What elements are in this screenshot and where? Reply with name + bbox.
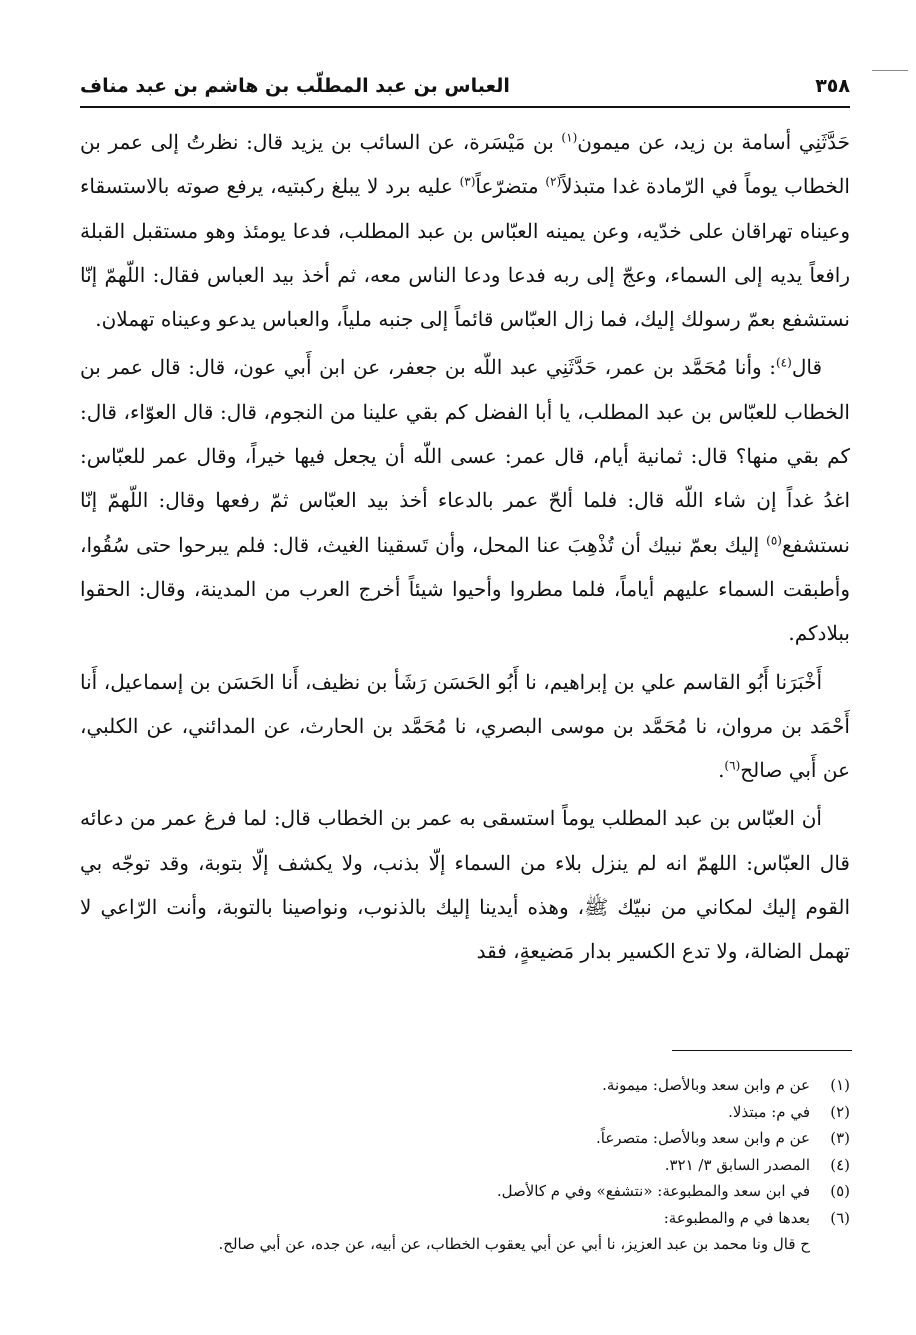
footnote	[80, 1072, 850, 1099]
text-run: .	[718, 758, 725, 783]
paragraph	[80, 796, 850, 973]
footnote-divider	[672, 1050, 852, 1051]
footnote-ref: (١)	[561, 130, 578, 145]
footnote-text: عن م وابن سعد وبالأصل: ميمونة.	[602, 1076, 810, 1094]
text-run: أَخْبَرَنا أَبُو القاسم علي بن إبراهيم، نا أَبُو الحَسَن رَشَأ بن نظيف، أَنا الحَسَن بن إسماعيل، أَنا أَحْمَد بن مروان، نا مُحَمَّد بن موسى البصري، نا مُحَمَّد بن الحارث، عن المدائني، عن الكلبي، عن أَبي صالح	[80, 669, 850, 783]
text-run: : وأنا مُحَمَّد بن عمر، حَدَّثَنِي عبد اللّه بن جعفر، عن ابن أَبي عون، قال: قال عمر بن الخطاب للعبّاس بن عبد المطلب، يا أبا الفضل كم بقي علينا من النجوم، قال: قال العوّاء، قال: كم بقي منها؟ قال: ثمانية أيام، قال عمر: عسى اللّه أن يجعل فيها خيراً، وقال عمر للعبّاس: اغدُ غداً إن شاء اللّه قال: فلما ألحّ عمر بالدعاء أخذ بيد العبّاس ثمّ رفعها وقال: اللّهمّ إنّا نستشفع	[80, 355, 850, 557]
footnote-number: (٣)	[830, 1129, 850, 1147]
paragraph	[80, 660, 850, 793]
footnote-ref: (٦)	[724, 758, 741, 773]
footnote-ref: (٣)	[459, 174, 476, 189]
header-divider	[80, 106, 850, 108]
page-number: ٣٥٨	[815, 75, 850, 97]
footnote	[80, 1099, 850, 1126]
footnote-number: (٥)	[830, 1182, 850, 1200]
text-run: متضرّعاً	[475, 174, 546, 199]
paragraph	[80, 345, 850, 655]
footnotes	[80, 1072, 850, 1258]
footnote-text: بعدها في م والمطبوعة:	[663, 1208, 810, 1227]
main-text	[80, 120, 850, 978]
footnote-ref: (٥)	[766, 533, 782, 548]
text-run: إليك بعمّ نبيك أن تُذْهِبَ عنا المحل، وأن تَسقينا الغيث، قال: فلم يبرحوا حتى سُقُوا، وأطبقت السماء عليهم أياماً، فلما مطروا وأحيوا شيئاً أخرج العرب من المدينة، وقال: الحقوا ببلادكم.	[80, 532, 850, 646]
footnote-text: عن م وابن سعد وبالأصل: متصرعاً.	[595, 1129, 810, 1147]
page-edge-mark	[872, 70, 908, 71]
footnote-number: (٢)	[830, 1102, 850, 1121]
text-run: عليه برد لا يبلغ ركبتيه، يرفع صوته بالاستسقاء وعيناه تهراقان على خدّيه، وعن يمينه العبّاس بن عبد المطلب، فدعا يومئذ وهو مستقبل القبلة رافعاً يديه إلى السماء، وعجّ إلى ربه فدعا ودعا الناس معه، ثم أخذ بيد العباس فقال: اللّهمّ إنّا نستشفع بعمّ رسولك إليك، فما زال العبّاس قائماً إلى جنبه ملياً، والعباس يدعو وعيناه تهملان.	[80, 174, 850, 332]
footnote-text: المصدر السابق ٣/ ٣٢١.	[664, 1155, 810, 1174]
text-run: بن مَيْسَرة، عن السائب بن يزيد قال: نظرتُ إلى عمر بن الخطاب يوماً في الرّمادة غدا متبذلاً	[80, 130, 850, 199]
text-run: حَدَّثَنِي أسامة بن زيد، عن ميمون	[577, 130, 850, 154]
footnote-ref: (٤)	[775, 355, 792, 370]
footnote	[80, 1125, 850, 1152]
footnote-continuation: ح قال ونا محمد بن عبد العزيز، نا أبي عن أبي يعقوب الخطاب، عن أبيه، عن جده، عن أبي صالح.	[218, 1235, 810, 1253]
footnote-ref: (٢)	[545, 174, 562, 189]
text-run: أن العبّاس بن عبد المطلب يوماً استسقى به عمر بن الخطاب قال: لما فرغ عمر من دعائه قال العبّاس: اللهمّ انه لم ينزل بلاء من السماء إلّا بذنب، ولا يكشف إلّا بتوبة، وقد توجّه بي القوم إليك لمكاني من نبيّك ﷺ، وهذه أيدينا إليك بالذنوب، ونواصينا بالتوبة، وأنت الرّاعي لا تهمل الضالة، ولا تدع الكسير بدار مَضيعةٍ، فقد	[80, 806, 850, 964]
footnote	[80, 1178, 850, 1205]
footnote	[80, 1152, 850, 1179]
footnote-text: في م: مبتذلا.	[728, 1102, 810, 1121]
page-header	[80, 68, 850, 104]
footnote-number: (٤)	[830, 1155, 850, 1174]
footnote-number: (٦)	[830, 1208, 850, 1227]
footnote-number: (١)	[830, 1076, 850, 1094]
text-run: قال	[791, 355, 822, 380]
running-title: العباس بن عبد المطلّب بن هاشم بن عبد مناف	[80, 75, 510, 97]
paragraph	[80, 120, 850, 341]
footnote	[80, 1205, 850, 1232]
footnote-text: في ابن سعد والمطبوعة: «نتشفع» وفي م كالأصل.	[496, 1182, 810, 1200]
